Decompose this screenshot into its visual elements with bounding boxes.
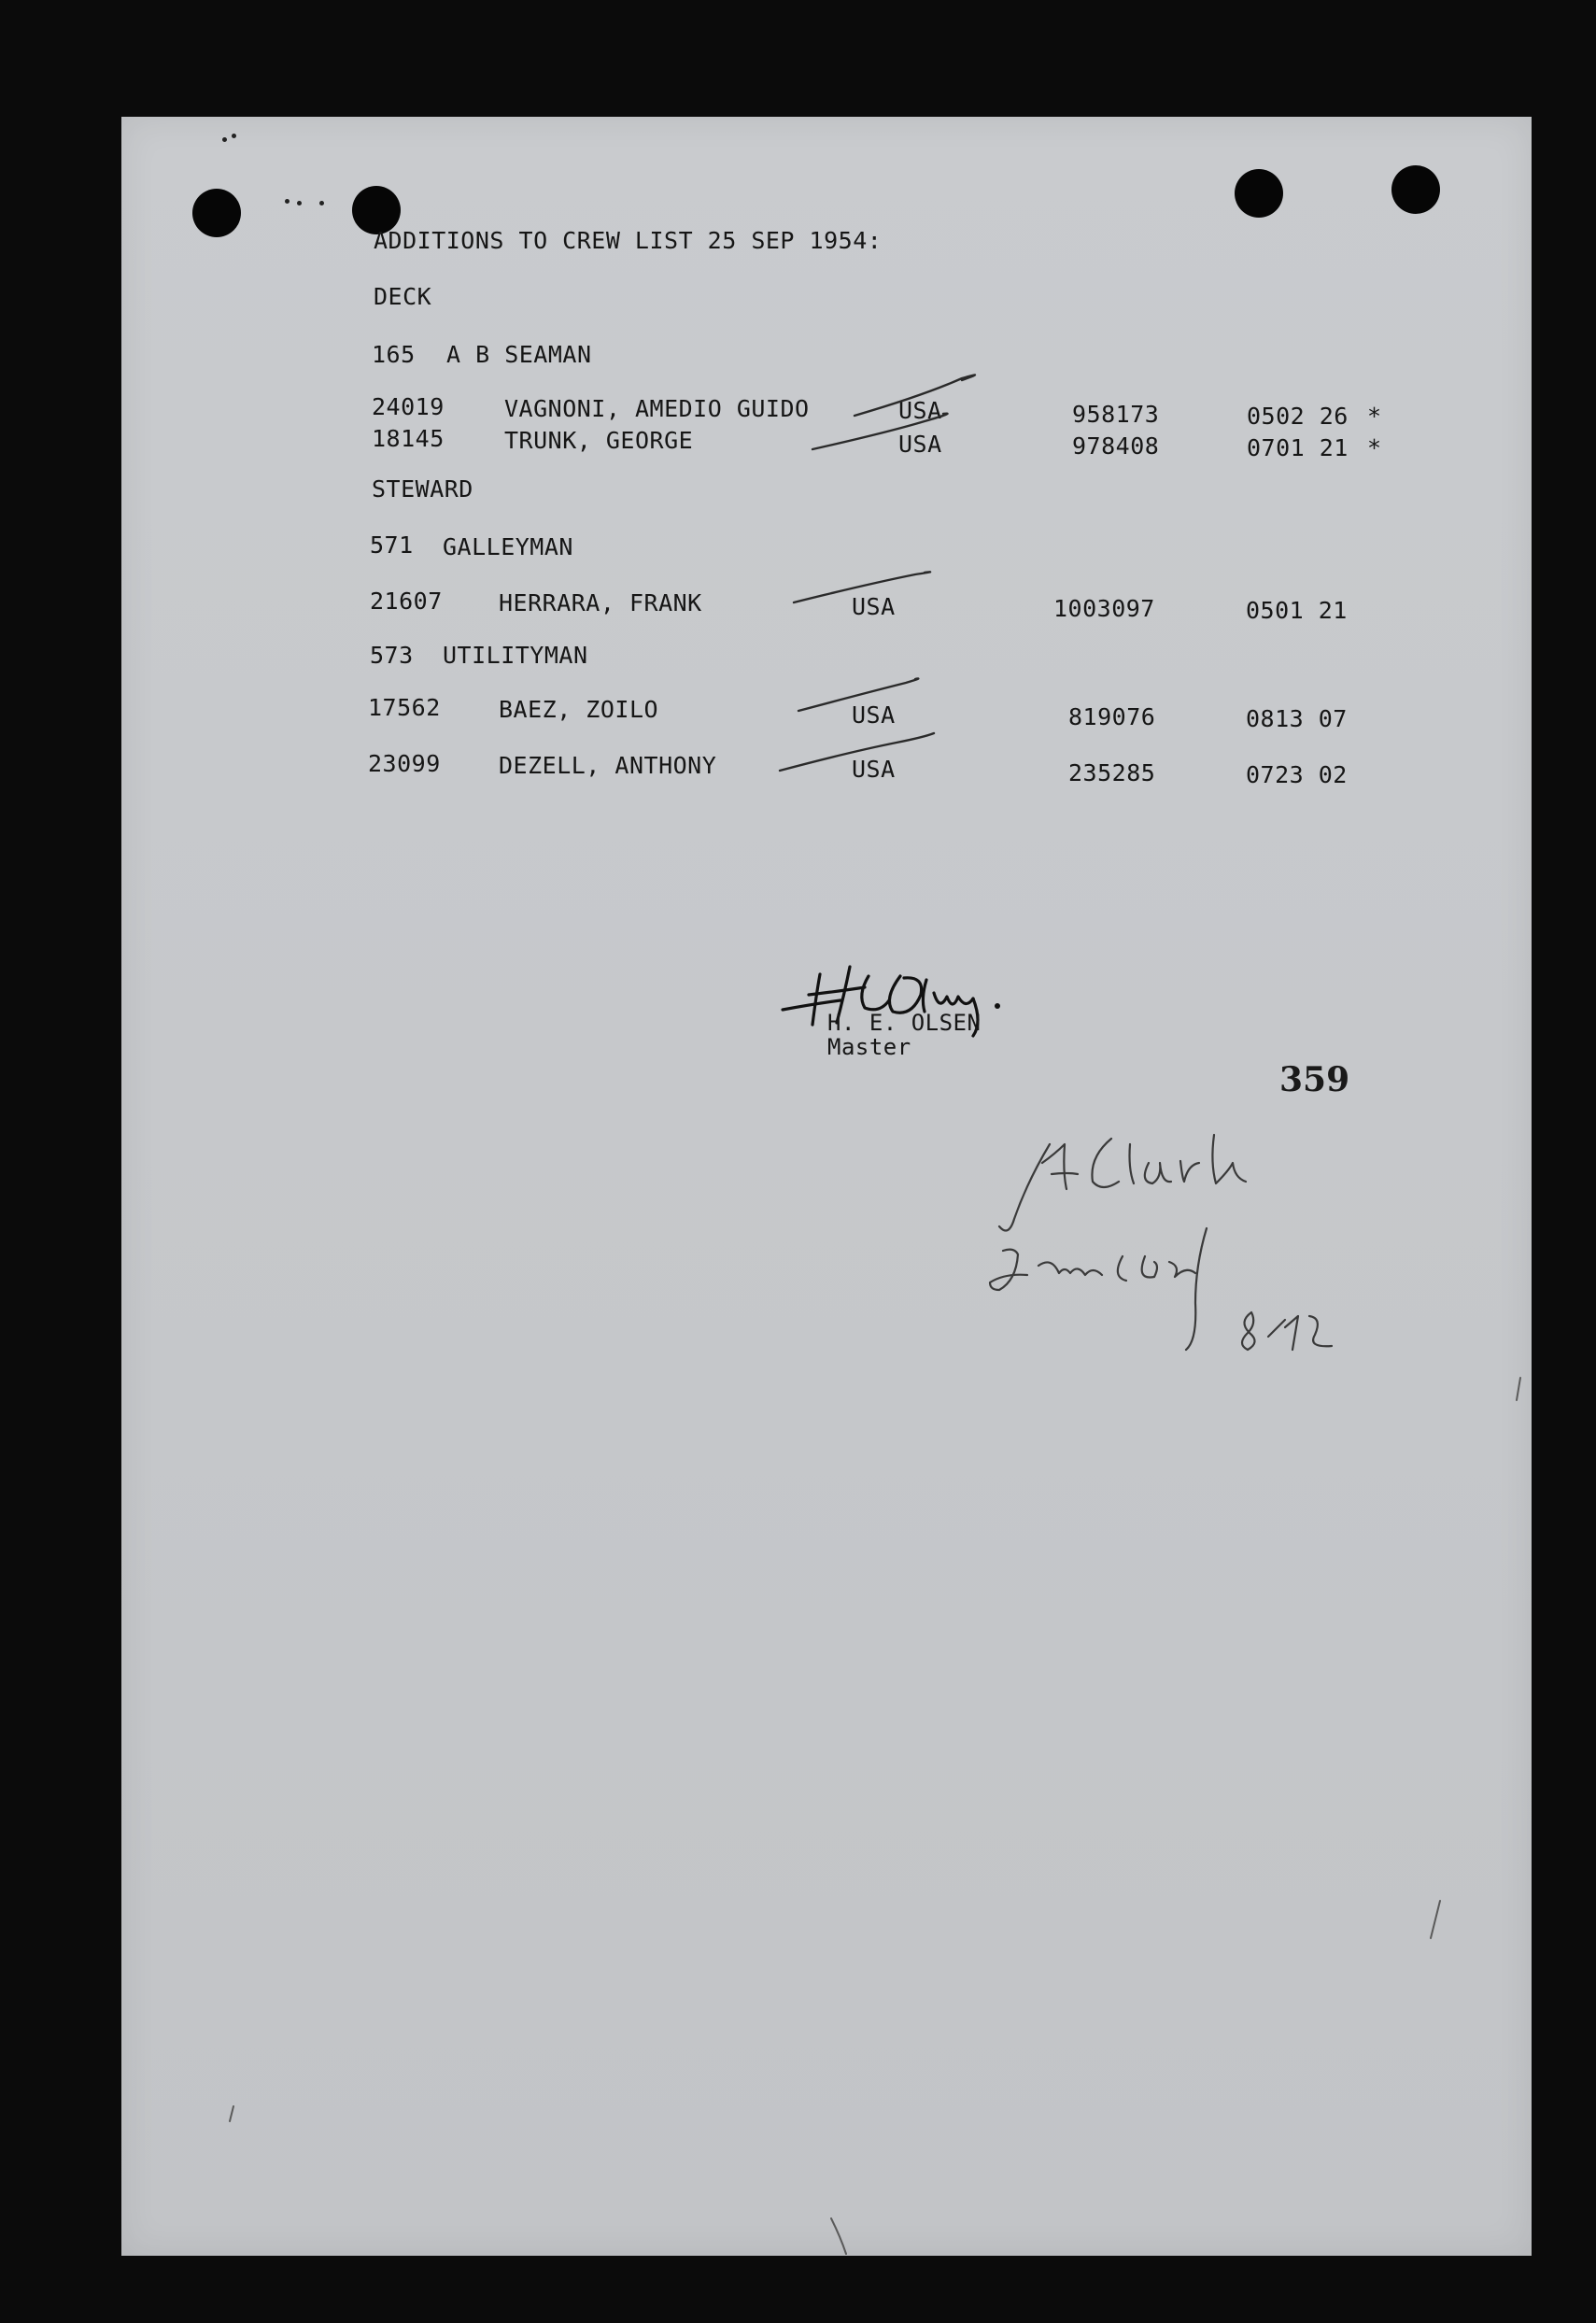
department-deck: DECK bbox=[374, 283, 432, 310]
crew-code: 0723 02 bbox=[1246, 761, 1348, 788]
crew-code: 0813 07 bbox=[1246, 705, 1348, 732]
crew-mark: * bbox=[1367, 434, 1382, 461]
edge-marks bbox=[121, 117, 1532, 2256]
page-number: 359 bbox=[1279, 1060, 1350, 1099]
crew-nationality: USA bbox=[852, 756, 896, 783]
rating-title: UTILITYMAN bbox=[443, 642, 588, 669]
crew-number: 24019 bbox=[372, 393, 445, 420]
crew-name: TRUNK, GEORGE bbox=[504, 427, 694, 454]
crew-nationality: USA bbox=[898, 397, 942, 424]
signer-name: H. E. OLSEN bbox=[827, 1010, 982, 1036]
crew-number: 17562 bbox=[368, 694, 441, 721]
document-heading: ADDITIONS TO CREW LIST 25 SEP 1954: bbox=[374, 227, 883, 254]
crew-document: 1003097 bbox=[1053, 595, 1155, 622]
crew-name: HERRARA, FRANK bbox=[499, 589, 702, 616]
crew-number: 18145 bbox=[372, 425, 445, 452]
crew-document: 978408 bbox=[1072, 432, 1160, 460]
crew-code: 0502 26 bbox=[1247, 403, 1349, 430]
rating-code: 571 bbox=[370, 531, 414, 559]
crew-document: 819076 bbox=[1068, 703, 1156, 730]
rating-title: GALLEYMAN bbox=[443, 533, 573, 560]
crew-code: 0501 21 bbox=[1246, 597, 1348, 624]
crew-name: VAGNONI, AMEDIO GUIDO bbox=[504, 395, 810, 422]
department-steward: STEWARD bbox=[372, 475, 473, 503]
rating-code: 165 bbox=[372, 341, 416, 368]
signer-title: Master bbox=[827, 1034, 911, 1060]
crew-nationality: USA bbox=[898, 431, 942, 458]
crew-code: 0701 21 bbox=[1247, 434, 1349, 461]
crew-document: 958173 bbox=[1072, 401, 1160, 428]
crew-mark: * bbox=[1367, 403, 1382, 430]
crew-number: 21607 bbox=[370, 588, 443, 615]
crew-nationality: USA bbox=[852, 593, 896, 620]
rating-code: 573 bbox=[370, 642, 414, 669]
crew-number: 23099 bbox=[368, 750, 441, 777]
rating-title: A B SEAMAN bbox=[446, 341, 592, 368]
crew-nationality: USA bbox=[852, 701, 896, 729]
crew-name: BAEZ, ZOILO bbox=[499, 696, 659, 723]
crew-name: DEZELL, ANTHONY bbox=[499, 752, 717, 779]
document-page bbox=[121, 117, 1532, 2256]
crew-document: 235285 bbox=[1068, 759, 1156, 786]
